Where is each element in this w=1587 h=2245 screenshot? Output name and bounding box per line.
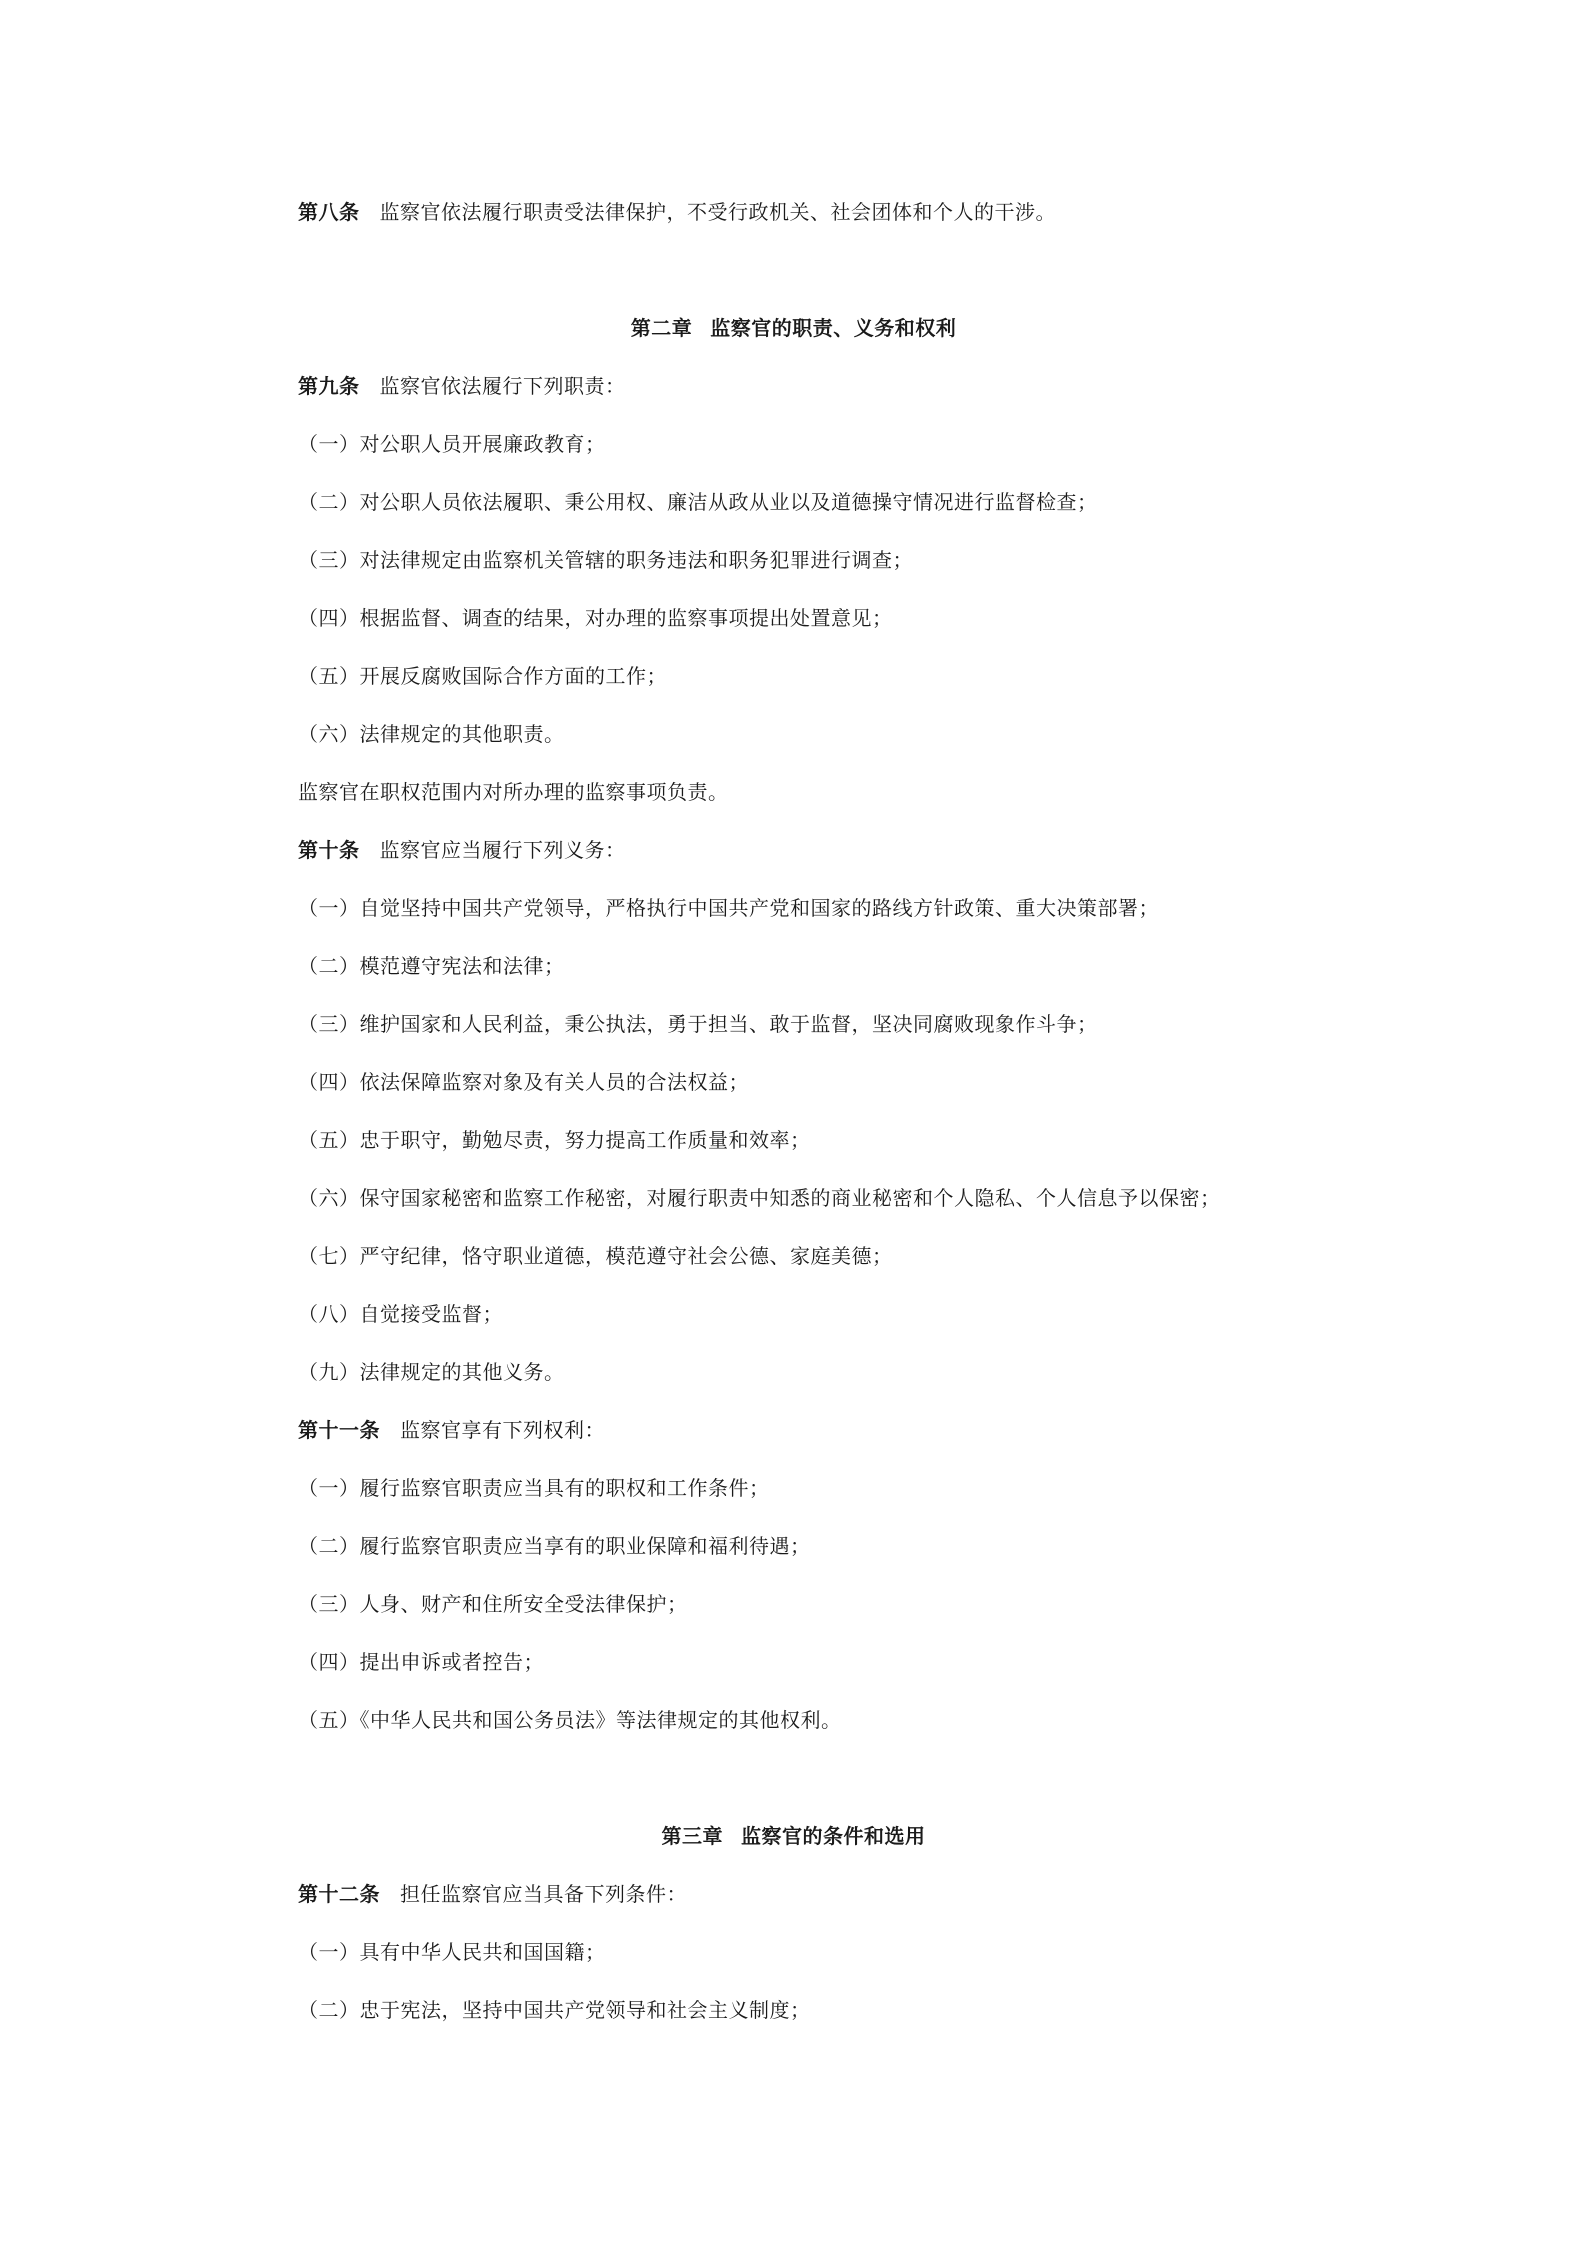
- chapter-number: 第二章: [630, 316, 693, 340]
- list-item: （五）《中华人民共和国公务员法》等法律规定的其他权利。: [298, 1708, 842, 1732]
- article-label: 第九条: [298, 374, 360, 398]
- article-label: 第十一条: [298, 1418, 380, 1442]
- list-item: （四）依法保障监察对象及有关人员的合法权益；: [298, 1070, 749, 1094]
- list-item: （二）履行监察官职责应当享有的职业保障和福利待遇；: [298, 1534, 811, 1558]
- list-item: （一）履行监察官职责应当具有的职权和工作条件；: [298, 1476, 770, 1500]
- list-item: （三）维护国家和人民利益，秉公执法，勇于担当、敢于监督，坚决同腐败现象作斗争；: [298, 1012, 1098, 1036]
- list-item: （九）法律规定的其他义务。: [298, 1360, 565, 1384]
- list-item: （六）保守国家秘密和监察工作秘密，对履行职责中知悉的商业秘密和个人隐私、个人信息予以保密；: [298, 1186, 1221, 1210]
- list-item: （八）自觉接受监督；: [298, 1302, 503, 1326]
- list-item: （一）具有中华人民共和国国籍；: [298, 1940, 606, 1964]
- article-label: 第十条: [298, 838, 360, 862]
- list-item: （三）对法律规定由监察机关管辖的职务违法和职务犯罪进行调查；: [298, 548, 913, 572]
- article-text: 监察官依法履行职责受法律保护，不受行政机关、社会团体和个人的干涉。: [379, 200, 1056, 224]
- chapter-number: 第三章: [661, 1824, 723, 1848]
- article-text: 监察官依法履行下列职责：: [379, 374, 626, 398]
- article-8: [298, 198, 1427, 226]
- article-10: [298, 836, 1427, 864]
- list-item: （四）提出申诉或者控告；: [298, 1650, 544, 1674]
- list-item: （一）对公职人员开展廉政教育；: [298, 432, 606, 456]
- list-item: （二）忠于宪法，坚持中国共产党领导和社会主义制度；: [298, 1998, 811, 2022]
- article-text: 担任监察官应当具备下列条件：: [400, 1882, 687, 1906]
- article-9: [298, 372, 1427, 400]
- article-label: 第十二条: [298, 1882, 380, 1906]
- list-item: （二）模范遵守宪法和法律；: [298, 954, 565, 978]
- list-item: （一）自觉坚持中国共产党领导，严格执行中国共产党和国家的路线方针政策、重大决策部署；: [298, 896, 1159, 920]
- list-item: （四）根据监督、调查的结果，对办理的监察事项提出处置意见；: [298, 606, 893, 630]
- article-text: 监察官应当履行下列义务：: [379, 838, 626, 862]
- chapter-title: 监察官的职责、义务和权利: [710, 316, 957, 340]
- list-item: （三）人身、财产和住所安全受法律保护；: [298, 1592, 688, 1616]
- chapter-3-heading: [0, 1822, 1587, 1850]
- article-label: 第八条: [298, 200, 360, 224]
- list-item: （七）严守纪律，恪守职业道德，模范遵守社会公德、家庭美德；: [298, 1244, 893, 1268]
- list-item: （二）对公职人员依法履职、秉公用权、廉洁从政从业以及道德操守情况进行监督检查；: [298, 490, 1098, 514]
- chapter-2-heading: [0, 314, 1587, 342]
- list-item: （五）开展反腐败国际合作方面的工作；: [298, 664, 667, 688]
- paragraph: 监察官在职权范围内对所办理的监察事项负责。: [298, 780, 729, 804]
- article-11: [298, 1416, 1427, 1444]
- list-item: （六）法律规定的其他职责。: [298, 722, 565, 746]
- list-item: （五）忠于职守，勤勉尽责，努力提高工作质量和效率；: [298, 1128, 811, 1152]
- article-12: [298, 1880, 1427, 1908]
- chapter-title: 监察官的条件和选用: [741, 1824, 926, 1848]
- article-text: 监察官享有下列权利：: [400, 1418, 605, 1442]
